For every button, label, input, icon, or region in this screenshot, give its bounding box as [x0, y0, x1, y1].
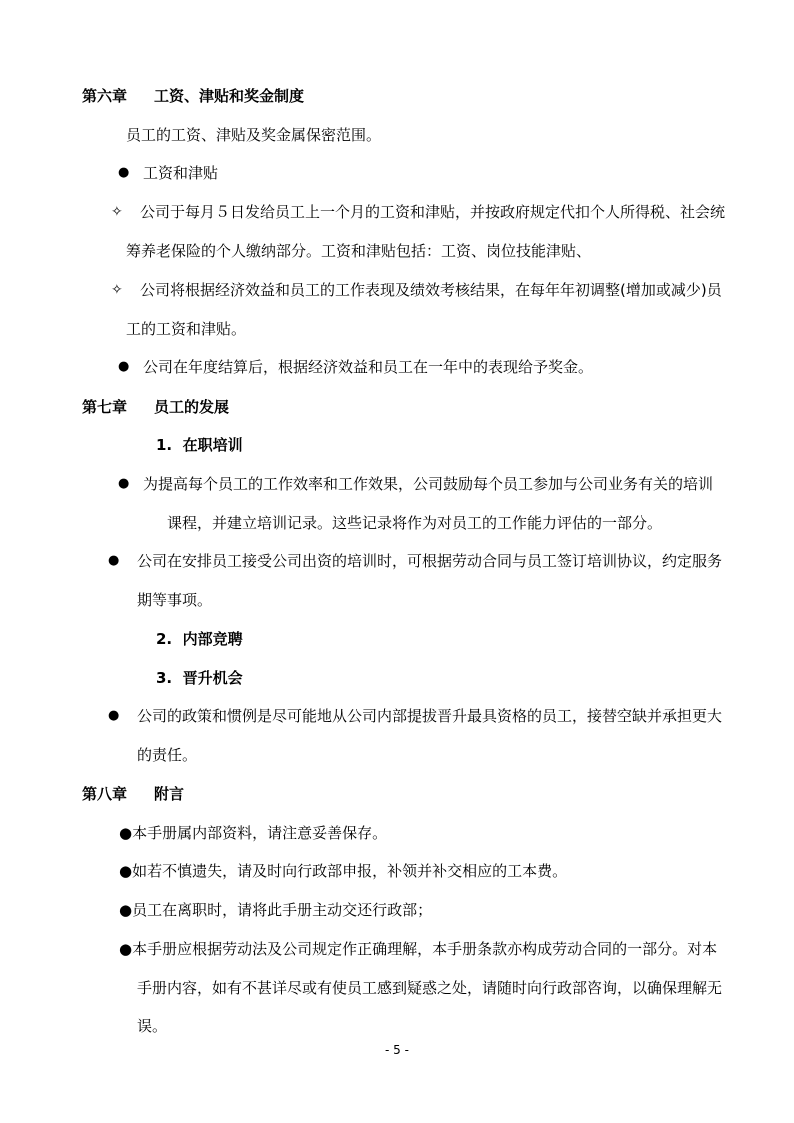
ch6-bullet-bonus: 公司在年度结算后，根据经济效益和员工在一年中的表现给予奖金。	[143, 358, 594, 376]
bullet-icon: ●	[118, 359, 130, 374]
bullet-icon: ●	[108, 553, 120, 568]
diamond-bullet-icon: ✧	[111, 282, 123, 298]
bullet-icon: ●	[108, 708, 120, 723]
ch7-section-1	[156, 435, 243, 455]
ch7-training1-line1: 为提高每个员工的工作效率和工作效果，公司鼓励每个员工参加与公司业务有关的培训	[143, 475, 714, 493]
ch7-promo-line2: 的责任。	[137, 746, 198, 764]
diamond-bullet-icon: ✧	[111, 204, 123, 220]
bullet-icon: ●	[118, 476, 130, 491]
chapter-8-title: 附言	[154, 785, 185, 803]
ch7-promo-line1: 公司的政策和惯例是尽可能地从公司内部提拔晋升最具资格的员工，接替空缺并承担更大	[137, 707, 723, 725]
ch6-intro: 员工的工资、津贴及奖金属保密范围。	[126, 126, 382, 144]
chapter-6-number: 第六章	[82, 87, 128, 105]
section-title: 内部竞聘	[182, 630, 243, 648]
section-title: 在职培训	[182, 436, 243, 454]
ch6-item2-line2: 工的工资和津贴。	[126, 320, 247, 338]
ch6-bullet-salary: 工资和津贴	[143, 164, 219, 182]
ch8-note-1: ●本手册属内部资料，请注意妥善保存。	[119, 824, 388, 842]
chapter-6-heading	[82, 86, 304, 106]
section-number: 2.	[156, 630, 173, 648]
bullet-icon: ●	[118, 165, 130, 180]
ch6-item1-line1: 公司于每月５日发给员工上一个月的工资和津贴，并按政府规定代扣个人所得税、社会统	[140, 203, 726, 221]
ch8-note-2: ●如若不慎遗失，请及时向行政部申报，补领并补交相应的工本费。	[119, 862, 568, 880]
ch7-section-3	[156, 668, 243, 688]
chapter-6-title: 工资、津贴和奖金制度	[154, 87, 305, 105]
chapter-7-title: 员工的发展	[154, 398, 230, 416]
ch7-training2-line1: 公司在安排员工接受公司出资的培训时，可根据劳动合同与员工签订培训协议，约定服务	[137, 552, 723, 570]
ch7-section-2	[156, 629, 243, 649]
section-number: 3.	[156, 669, 173, 687]
section-title: 晋升机会	[182, 669, 243, 687]
ch7-training1-line2: 课程，并建立培训记录。这些记录将作为对员工的工作能力评估的一部分。	[167, 514, 663, 532]
ch8-note-4-line1: ●本手册应根据劳动法及公司规定作正确理解，本手册条款亦构成劳动合同的一部分。对本	[119, 940, 718, 958]
ch6-item2-line1: 公司将根据经济效益和员工的工作表现及绩效考核结果，在每年年初调整(增加或减少)员	[140, 281, 722, 299]
chapter-7-heading	[82, 397, 229, 417]
ch8-note-3: ●员工在离职时，请将此手册主动交还行政部；	[119, 901, 433, 919]
ch8-note-4-line3: 误。	[137, 1017, 168, 1035]
chapter-7-number: 第七章	[82, 398, 128, 416]
ch7-training2-line2: 期等事项。	[137, 591, 213, 609]
section-number: 1.	[156, 436, 173, 454]
ch8-note-4-line2: 手册内容，如有不甚详尽或有使员工感到疑惑之处，请随时向行政部咨询，以确保理解无	[137, 979, 723, 997]
page-number: - 5 -	[385, 1043, 409, 1057]
ch6-item1-line2: 筹养老保险的个人缴纳部分。工资和津贴包括：工资、岗位技能津贴、	[126, 242, 592, 260]
chapter-8-number: 第八章	[82, 785, 128, 803]
chapter-8-heading	[82, 784, 184, 804]
